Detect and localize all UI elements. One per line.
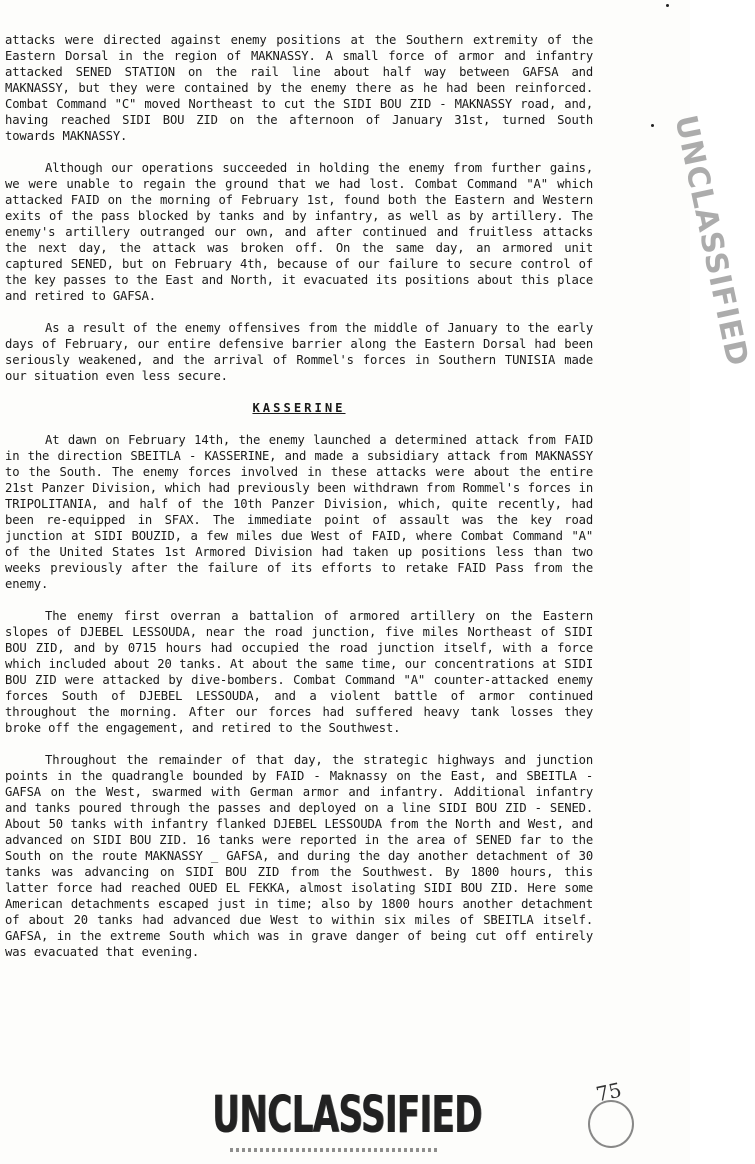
paragraph: The enemy first overran a battalion of armored artillery on the Eastern slopes of DJEBEL LESSOUDA, near the road junction, five miles Northeast of SIDI BOU ZID, and by 0715 hours had occupied the road junction itself, with a force which included about 20 tanks. At about the same time, our concentrations at SIDI BOU ZID were attacked by dive-bombers. Combat Command "A" counter-attacked enemy forces South of DJEBEL LESSOUDA, and a violent battle of armor continued throughout the morning. After our forces had suffered heavy tank losses they broke off the engagement, and retired to the Southwest. bbox=[5, 609, 593, 735]
paragraph: Throughout the remainder of that day, the strategic highways and junction points in the quadrangle bounded by FAID - Maknassy on the East, and SBEITLA - GAFSA on the West, swarmed with German armor and infantry. Additional infantry and tanks poured through the passes and deployed on a line SIDI BOU ZID - SENED. About 50 tanks with infantry flanked DJEBEL LESSOUDA from the North and West, and advanced on SIDI BOU ZID. 16 tanks were reported in the area of SENED far to the South on the route MAKNASSY _ GAFSA, and during the day another detachment of 30 tanks was advancing on SIDI BOU ZID from the Southwest. By 1800 hours, this latter force had reached OUED EL FEKKA, almost isolating SIDI BOU ZID. Here some American detachments escaped just in time; also by 1800 hours another detachment of about 20 tanks had advanced due West to within six miles of SBEITLA itself. GAFSA, in the extreme South which was in grave danger of being cut off entirely was evacuated that evening. bbox=[5, 753, 593, 959]
page-number: 75 bbox=[593, 1077, 624, 1107]
paragraph: At dawn on February 14th, the enemy launched a determined attack from FAID in the direction SBEITLA - KASSERINE, and made a subsidiary attack from MAKNASSY to the South. The enemy forces involved in these attacks were about the entire 21st Panzer Division, which had previously been withdrawn from Rommel's forces in TRIPOLITANIA, and half of the 10th Panzer Division, which, quite recently, had been re-equipped in SFAX. The immediate point of assault was the key road junction at SIDI BOUZID, a few miles due West of FAID, where Combat Command "A" of the United States 1st Armored Division had taken up positions less than two weeks previously after the failure of its efforts to retake FAID Pass from the enemy. bbox=[5, 433, 593, 591]
stamp-underline bbox=[230, 1148, 440, 1152]
page-number-circle bbox=[588, 1100, 634, 1148]
paragraph: attacks were directed against enemy positions at the Southern extremity of the Eastern Dorsal in the region of MAKNASSY. A small force of armor and infantry attacked SENED STATION on the rail line about half way between GAFSA and MAKNASSY, but they were contained by the enemy there as he had been reinforced. Combat Command "C" moved Northeast to cut the SIDI BOU ZID - MAKNASSY road, and, having reached SIDI BOU ZID on the afternoon of January 31st, turned South towards MAKNASSY. bbox=[5, 33, 593, 143]
paragraph: As a result of the enemy offensives from the middle of January to the early days of February, our entire defensive barrier along the Eastern Dorsal had been seriously weakened, and the arrival of Rommel's forces in Southern TUNISIA made our situation even less secure. bbox=[5, 321, 593, 383]
classification-stamp-bottom: UNCLASSIFIED bbox=[212, 1086, 482, 1145]
paragraph: Although our operations succeeded in holding the enemy from further gains, we were unable to regain the ground that we had lost. Combat Command "A" which attacked FAID on the morning of February 1st, found both the Eastern and Western exits of the pass blocked by tanks and by infantry, as well as by artillery. The enemy's artillery outranged our own, and after continued and fruitless attacks the next day, the attack was broken off. On the same day, an armored unit captured SENED, but on February 4th, because of our failure to secure control of the key passes to the East and North, it evacuated its positions about this place and retired to GAFSA. bbox=[5, 161, 593, 303]
section-heading: KASSERINE bbox=[252, 401, 346, 415]
classification-stamp-side: UNCLASSIFIED bbox=[667, 112, 755, 370]
ink-mark bbox=[666, 4, 669, 7]
